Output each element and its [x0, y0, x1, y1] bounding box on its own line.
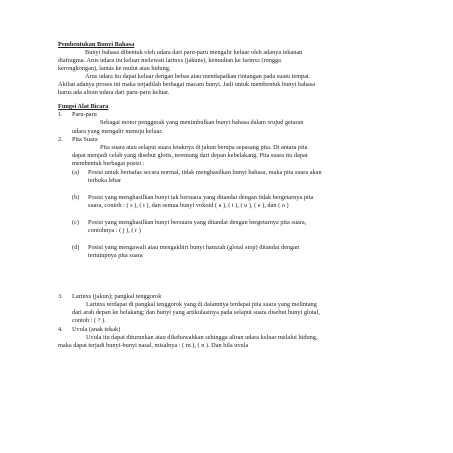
list-number: 3.: [58, 293, 63, 300]
paragraph-line: suara, contoh : ( s ), ( t ), dan semua bunyi vokoid ( a ), ( i ), ( u ), ( e ), dan ( o ): [88, 202, 289, 209]
list-number: 1.: [58, 111, 63, 118]
list-number: 2.: [58, 136, 63, 143]
paragraph-line: maka dapat terjadi bunyi-bunyi nasal, misalnya : ( m ), ( n ). Dan bila uvula: [58, 342, 249, 349]
paragraph-line: Bunyi bahasa dibentuk oleh udara dari paru-paru mengalir keluar oleh adanya tekanan: [85, 49, 303, 56]
paragraph-line: contoh : ( ? ).: [72, 317, 106, 324]
list-item-title: Paru-paru: [72, 111, 97, 118]
paragraph-line: Posisi untuk bernafas secara normal, tidak menghasilkan bunyi bahasa, maka pita suara akan: [88, 169, 322, 176]
paragraph-line: dari arah depan ke belakang; dan bunyi yang artikulasinya pada selaput suara disebut bunyi glotal,: [72, 309, 320, 316]
sub-list-label: (b): [72, 194, 80, 201]
sub-list-label: (d): [72, 244, 80, 251]
paragraph-line: kerongkongan), lantas ke mulut atau hidung.: [58, 65, 171, 72]
sub-list-label: (c): [72, 219, 79, 226]
section-heading-pembentukan: Pembentukan Bunyi Bahasa: [58, 41, 135, 48]
list-item-title: Pita Suara: [72, 136, 98, 143]
list-item-title: Uvula (anak tekak): [72, 326, 121, 333]
list-number: 4.: [58, 326, 63, 333]
paragraph-line: Posisi yang menghasilkan bunyi bersuara yang ditandai dengan bergetarnya pita suara,: [88, 219, 307, 226]
list-item-title: Larinxs (jakun); pangkal tenggorok: [72, 293, 162, 300]
sub-list-label: (a): [72, 169, 79, 176]
paragraph-line: dapat menjadi celah yang disebut glotis, terentang dari depan kebelakang. Pita suara itu dapat: [72, 152, 308, 159]
paragraph-line: Uvula itu dapat diturunkan atau dikebawahkan sehingga aliran udara keluar melalui hidung,: [86, 334, 318, 341]
paragraph-line: Akibat adanya proses ini maka terjadilah berbagai macam bunyi. Jadi untuk membentuk bunyi bahasa: [58, 81, 316, 88]
paragraph-line: udara yang mengalir menuju keluar.: [72, 128, 163, 135]
paragraph-line: Posisi yang menghasilkan bunyi tak bersuara yang ditandai dengan tidak bergetarnya pita: [88, 194, 314, 201]
section-heading-fungsi: Fungsi Alat Bicara: [58, 103, 109, 110]
paragraph-line: terbuka lebar: [88, 177, 122, 184]
paragraph-line: Larinxs terdapat di pangkal tenggorok yang di dalamnya terdapat pita suara yang melintang: [86, 301, 317, 308]
paragraph-line: Pita suara atau selaput suara letaknya di jakun berupa sepasang pita. Di antara pita: [100, 144, 308, 151]
paragraph-line: contohnya : ( j ), ( r ): [88, 227, 141, 234]
paragraph-line: Posisi yang mengawali atau mengakhiri bunyi hamzah (glotal stop) ditandai dengan: [88, 244, 300, 251]
paragraph-line: tertutupnya pita suara: [88, 252, 143, 259]
paragraph-line: membentuk berbagai posisi :: [72, 160, 145, 167]
paragraph-line: harus ada aliran udara dari paru-paru keluar.: [58, 89, 170, 96]
paragraph-line: diafragma. Arus udara itu keluar melewati larinxs (jakuns), kemudian ke farinxs (rongga: [58, 57, 281, 64]
paragraph-line: Sebagai motor penggerak yang menimbulkan bunyi bahasa dalam wujud getaran: [100, 119, 304, 126]
paragraph-line: Arus udara itu dapat keluar dengan bebas atau mendapatkan rintangan pada suatu tempat.: [85, 73, 311, 80]
